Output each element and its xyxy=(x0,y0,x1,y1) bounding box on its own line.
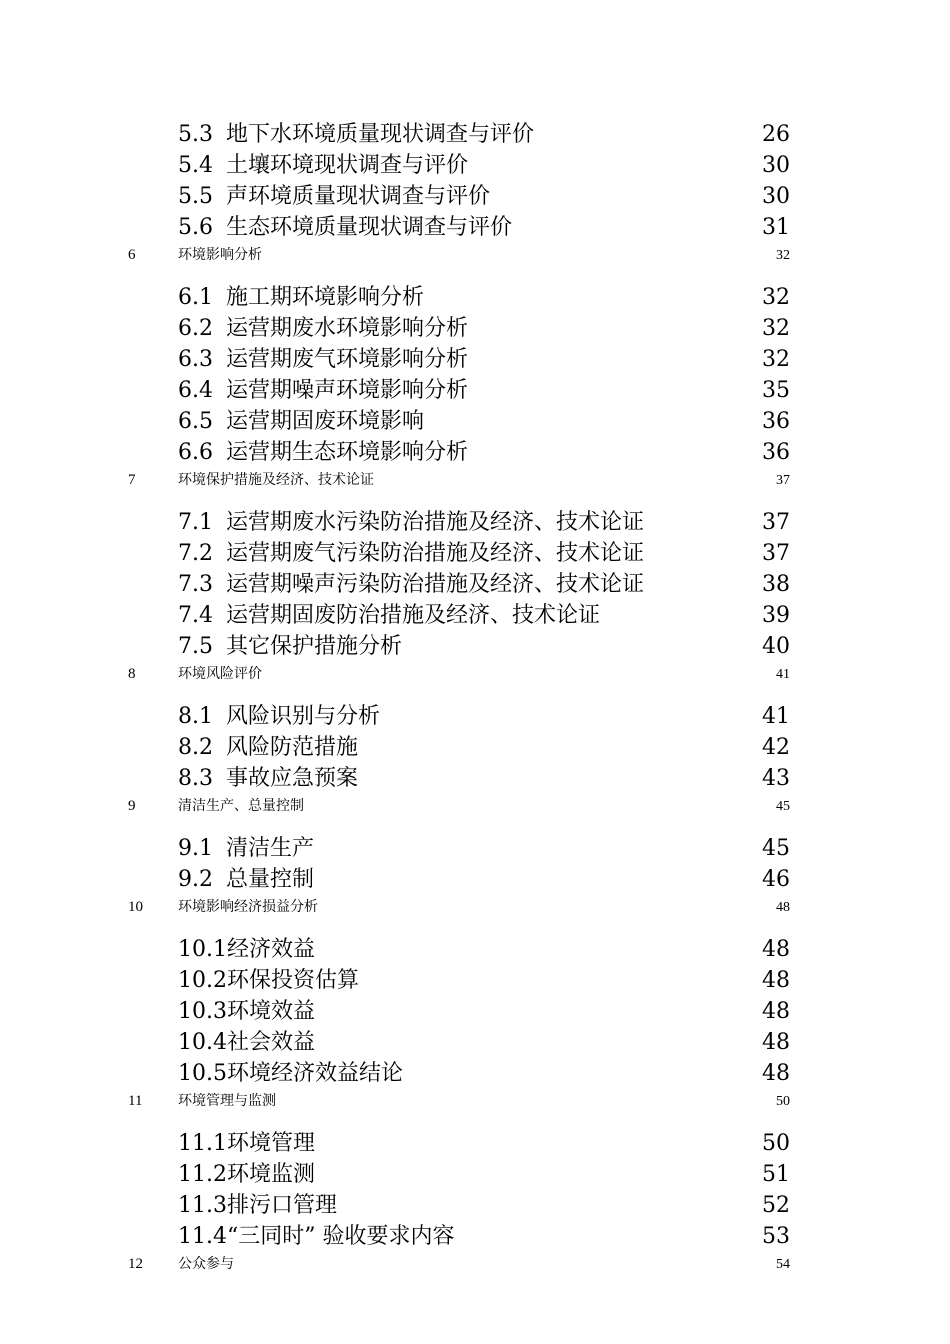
toc-entry-number: 6.3 xyxy=(178,347,213,372)
toc-entry-title: 环境保护措施及经济、技术论证 xyxy=(178,472,374,488)
toc-section-entry[interactable] xyxy=(178,629,790,659)
toc-entry-title: 环境效益 xyxy=(226,999,315,1024)
toc-entry-title: 风险识别与分析 xyxy=(226,704,381,729)
toc-entry-number: 11.3 xyxy=(178,1193,227,1218)
toc-entry-title: 运营期废水环境影响分析 xyxy=(226,316,469,341)
toc-entry-number: 5.6 xyxy=(178,215,213,240)
toc-entry-page-number: 32 xyxy=(762,285,790,310)
toc-entry-page-number: 48 xyxy=(762,999,790,1024)
toc-entry-page-number: 36 xyxy=(762,409,790,434)
toc-entry-title: 运营期噪声环境影响分析 xyxy=(226,378,469,403)
toc-entry-number: 8.3 xyxy=(178,766,213,791)
toc-entry-number: 5.3 xyxy=(178,122,213,147)
toc-entry-number: 6.4 xyxy=(178,378,213,403)
toc-section-entry[interactable] xyxy=(178,831,790,861)
toc-section-entry[interactable] xyxy=(178,210,790,240)
toc-section-entry[interactable] xyxy=(178,311,790,341)
toc-entry-number: 9.2 xyxy=(178,867,213,892)
toc-section-entry[interactable] xyxy=(178,567,790,597)
toc-entry-number: 9 xyxy=(128,798,136,814)
toc-entry-title: 环保投资估算 xyxy=(226,968,359,993)
toc-section-entry[interactable] xyxy=(178,179,790,209)
toc-entry-page-number: 30 xyxy=(762,153,790,178)
toc-section-entry[interactable] xyxy=(178,699,790,729)
toc-entry-title: 土壤环境现状调查与评价 xyxy=(226,153,469,178)
toc-entry-number: 10.1 xyxy=(178,937,227,962)
toc-entry-page-number: 38 xyxy=(762,572,790,597)
toc-entry-title: 运营期固废防治措施及经济、技术论证 xyxy=(226,603,601,628)
toc-entry-title: 环境管理 xyxy=(226,1131,315,1156)
toc-entry-title: 运营期废气污染防治措施及经济、技术论证 xyxy=(226,541,645,566)
toc-chapter-entry[interactable] xyxy=(128,663,790,683)
toc-entry-page-number: 37 xyxy=(776,473,790,488)
toc-entry-page-number: 32 xyxy=(776,248,790,263)
toc-entry-page-number: 53 xyxy=(762,1224,790,1249)
toc-entry-title: 施工期环境影响分析 xyxy=(226,285,425,310)
toc-entry-title: 声环境质量现状调查与评价 xyxy=(226,184,491,209)
toc-entry-page-number: 30 xyxy=(762,184,790,209)
toc-entry-page-number: 32 xyxy=(762,316,790,341)
toc-entry-page-number: 43 xyxy=(762,766,790,791)
toc-entry-number: 12 xyxy=(128,1256,143,1272)
toc-entry-page-number: 51 xyxy=(762,1162,790,1187)
toc-section-entry[interactable] xyxy=(178,862,790,892)
toc-entry-number: 10.5 xyxy=(178,1061,227,1086)
toc-entry-title: 清洁生产 xyxy=(226,836,315,861)
toc-entry-page-number: 46 xyxy=(762,867,790,892)
toc-entry-page-number: 31 xyxy=(762,215,790,240)
toc-entry-page-number: 50 xyxy=(762,1131,790,1156)
toc-entry-page-number: 50 xyxy=(776,1094,790,1109)
toc-section-entry[interactable] xyxy=(178,994,790,1024)
toc-entry-number: 10.4 xyxy=(178,1030,227,1055)
toc-chapter-entry[interactable] xyxy=(128,896,790,916)
toc-entry-title: 运营期废水污染防治措施及经济、技术论证 xyxy=(226,510,645,535)
toc-entry-number: 7.1 xyxy=(178,510,213,535)
toc-entry-number: 6.1 xyxy=(178,285,213,310)
toc-entry-title: 其它保护措施分析 xyxy=(226,634,403,659)
toc-entry-page-number: 37 xyxy=(762,510,790,535)
toc-entry-title: 排污口管理 xyxy=(226,1193,337,1218)
toc-section-entry[interactable] xyxy=(178,1219,790,1249)
toc-entry-title: “三同时” 验收要求内容 xyxy=(226,1224,455,1249)
toc-entry-title: 运营期生态环境影响分析 xyxy=(226,440,469,465)
toc-entry-page-number: 52 xyxy=(762,1193,790,1218)
toc-entry-number: 6.6 xyxy=(178,440,213,465)
toc-entry-page-number: 48 xyxy=(762,1030,790,1055)
toc-entry-title: 地下水环境质量现状调查与评价 xyxy=(226,122,535,147)
toc-section-entry[interactable] xyxy=(178,1025,790,1055)
toc-entry-title: 社会效益 xyxy=(226,1030,315,1055)
toc-entry-title: 环境影响经济损益分析 xyxy=(178,899,318,915)
toc-entry-title: 环境经济效益结论 xyxy=(226,1061,403,1086)
toc-entry-page-number: 32 xyxy=(762,347,790,372)
toc-section-entry[interactable] xyxy=(178,598,790,628)
toc-entry-page-number: 41 xyxy=(776,667,790,682)
toc-chapter-entry[interactable] xyxy=(128,795,790,815)
toc-section-entry[interactable] xyxy=(178,536,790,566)
toc-entry-title: 风险防范措施 xyxy=(226,735,359,760)
toc-entry-title: 公众参与 xyxy=(178,1256,234,1272)
toc-section-entry[interactable] xyxy=(178,1188,790,1218)
toc-entry-number: 8.1 xyxy=(178,704,213,729)
toc-section-entry[interactable] xyxy=(178,373,790,403)
toc-section-entry[interactable] xyxy=(178,505,790,535)
toc-section-entry[interactable] xyxy=(178,1126,790,1156)
toc-section-entry[interactable] xyxy=(178,932,790,962)
toc-entry-number: 6.2 xyxy=(178,316,213,341)
toc-entry-number: 8 xyxy=(128,666,136,682)
toc-section-entry[interactable] xyxy=(178,435,790,465)
toc-entry-page-number: 42 xyxy=(762,735,790,760)
toc-entry-number: 10.2 xyxy=(178,968,227,993)
toc-section-entry[interactable] xyxy=(178,280,790,310)
toc-entry-number: 11 xyxy=(128,1093,143,1109)
toc-entry-number: 11.2 xyxy=(178,1162,227,1187)
toc-entry-page-number: 35 xyxy=(762,378,790,403)
toc-section-entry[interactable] xyxy=(178,1157,790,1187)
toc-entry-number: 7.2 xyxy=(178,541,213,566)
toc-entry-number: 5.4 xyxy=(178,153,213,178)
toc-entry-page-number: 26 xyxy=(762,122,790,147)
toc-entry-title: 事故应急预案 xyxy=(226,766,359,791)
toc-entry-title: 环境管理与监测 xyxy=(178,1093,276,1109)
toc-entry-title: 运营期固废环境影响 xyxy=(226,409,425,434)
toc-chapter-entry[interactable] xyxy=(128,1090,790,1110)
toc-section-entry[interactable] xyxy=(178,117,790,147)
toc-chapter-entry[interactable] xyxy=(128,469,790,489)
toc-entry-number: 10 xyxy=(128,899,143,915)
toc-entry-title: 运营期噪声污染防治措施及经济、技术论证 xyxy=(226,572,645,597)
toc-entry-page-number: 48 xyxy=(762,937,790,962)
toc-entry-page-number: 39 xyxy=(762,603,790,628)
toc-section-entry[interactable] xyxy=(178,963,790,993)
toc-entry-title: 环境风险评价 xyxy=(178,666,262,682)
toc-entry-number: 6 xyxy=(128,247,136,263)
toc-entry-number: 7.3 xyxy=(178,572,213,597)
toc-entry-page-number: 54 xyxy=(776,1257,790,1272)
toc-entry-number: 10.3 xyxy=(178,999,227,1024)
toc-entry-page-number: 40 xyxy=(762,634,790,659)
toc-entry-number: 6.5 xyxy=(178,409,213,434)
toc-entry-page-number: 41 xyxy=(762,704,790,729)
toc-entry-page-number: 45 xyxy=(762,836,790,861)
toc-section-entry[interactable] xyxy=(178,730,790,760)
toc-entry-number: 7.4 xyxy=(178,603,213,628)
toc-entry-number: 11.4 xyxy=(178,1224,227,1249)
toc-entry-number: 11.1 xyxy=(178,1131,227,1156)
toc-entry-page-number: 48 xyxy=(776,900,790,915)
toc-entry-number: 8.2 xyxy=(178,735,213,760)
toc-entry-page-number: 48 xyxy=(762,968,790,993)
toc-section-entry[interactable] xyxy=(178,761,790,791)
toc-entry-title: 生态环境质量现状调查与评价 xyxy=(226,215,513,240)
toc-entry-page-number: 37 xyxy=(762,541,790,566)
toc-entry-title: 经济效益 xyxy=(226,937,315,962)
toc-section-entry[interactable] xyxy=(178,148,790,178)
toc-entry-page-number: 36 xyxy=(762,440,790,465)
toc-entry-title: 总量控制 xyxy=(226,867,315,892)
toc-entry-title: 运营期废气环境影响分析 xyxy=(226,347,469,372)
toc-entry-number: 7.5 xyxy=(178,634,213,659)
toc-entry-title: 清洁生产、总量控制 xyxy=(178,798,304,814)
toc-entry-number: 5.5 xyxy=(178,184,213,209)
toc-section-entry[interactable] xyxy=(178,404,790,434)
toc-entry-title: 环境影响分析 xyxy=(178,247,262,263)
toc-entry-number: 9.1 xyxy=(178,836,213,861)
toc-entry-title: 环境监测 xyxy=(226,1162,315,1187)
toc-section-entry[interactable] xyxy=(178,1056,790,1086)
toc-chapter-entry[interactable] xyxy=(128,244,790,264)
toc-chapter-entry[interactable] xyxy=(128,1253,790,1273)
toc-entry-number: 7 xyxy=(128,472,136,488)
toc-entry-page-number: 48 xyxy=(762,1061,790,1086)
toc-section-entry[interactable] xyxy=(178,342,790,372)
toc-entry-page-number: 45 xyxy=(776,799,790,814)
